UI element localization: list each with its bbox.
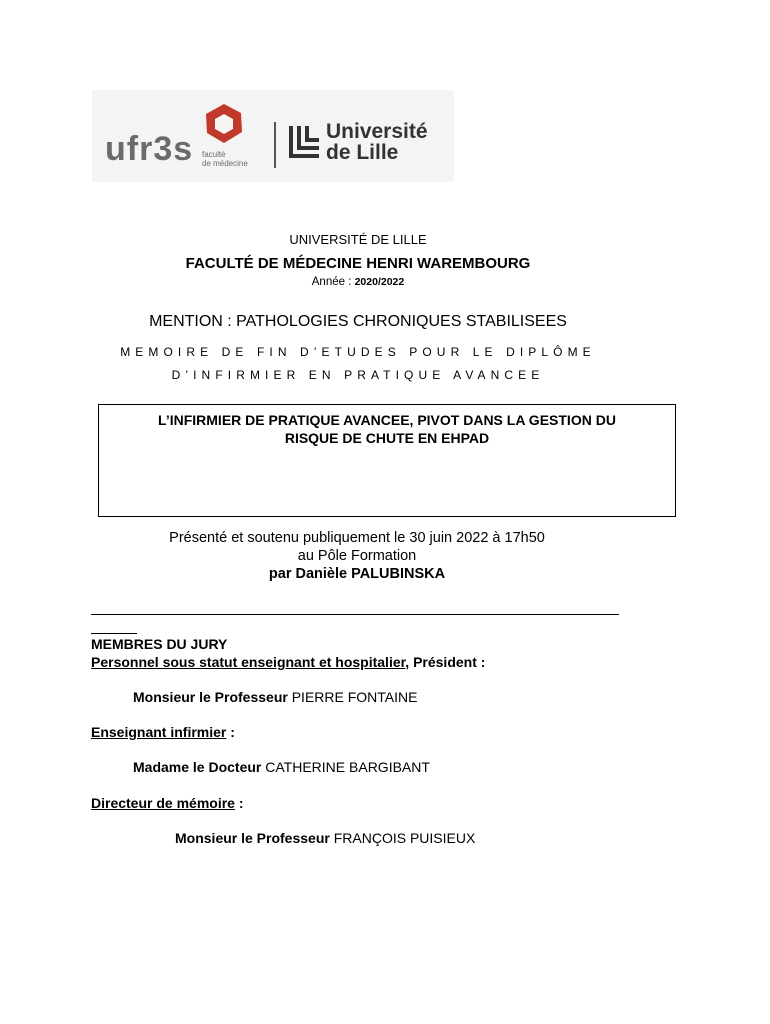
universite-lille-mark-icon — [288, 124, 322, 165]
mention-line: MENTION : PATHOLOGIES CHRONIQUES STABILISEES — [149, 313, 567, 330]
ufr3s-hexagon-logo-icon — [202, 102, 246, 151]
presentation-block — [0, 529, 742, 583]
lille-line1: Université — [326, 120, 428, 143]
lille-line2: de Lille — [326, 141, 399, 164]
jury-member-3 — [175, 830, 475, 846]
jury-role-nurse-teacher — [91, 724, 235, 740]
member2-title: Madame le Docteur — [133, 759, 262, 775]
role1-label: Personnel sous statut enseignant et hospitalier — [91, 654, 406, 670]
presentation-date: Présenté et soutenu publiquement le 30 juin 2022 à 17h50 — [169, 530, 545, 546]
thesis-title-line1: L’INFIRMIER DE PRATIQUE AVANCEE, PIVOT DANS LA GESTION DU — [158, 412, 616, 428]
year-value: 2020/2022 — [354, 276, 405, 288]
member2-name: CATHERINE BARGIBANT — [261, 759, 430, 775]
jury-heading: MEMBRES DU JURY — [91, 636, 228, 652]
academic-year — [0, 276, 743, 288]
member1-title: Monsieur le Professeur — [133, 689, 288, 705]
jury-role-director — [91, 795, 244, 811]
faculty-small-label — [202, 150, 248, 168]
jury-member-1 — [133, 689, 417, 705]
horizontal-rule — [91, 614, 619, 615]
logo-banner — [92, 90, 454, 182]
faculty-name: FACULTÉ DE MÉDECINE HENRI WAREMBOURG — [185, 255, 531, 272]
presentation-place: au Pôle Formation — [297, 548, 417, 564]
thesis-title-line2: RISQUE DE CHUTE EN EHPAD — [284, 430, 490, 446]
year-label: Année : — [311, 276, 355, 288]
university-name: UNIVERSITÉ DE LILLE — [289, 232, 427, 247]
presentation-author: par Danièle PALUBINSKA — [268, 566, 446, 582]
faculty-small-line2: de médecine — [202, 159, 248, 168]
member3-name: FRANÇOIS PUISIEUX — [329, 830, 476, 846]
thesis-title — [99, 411, 675, 447]
role2-suffix: : — [226, 724, 235, 740]
logo-separator — [274, 122, 276, 168]
memoire-line-1: MEMOIRE DE FIN D’ETUDES POUR LE DIPLÔME — [120, 345, 596, 359]
thesis-title-box — [98, 404, 676, 517]
role2-label: Enseignant infirmier — [91, 724, 227, 740]
member3-title: Monsieur le Professeur — [175, 830, 330, 846]
short-rule — [91, 633, 137, 634]
universite-lille-logo-text — [326, 121, 428, 163]
role3-label: Directeur de mémoire — [91, 795, 235, 811]
ufr3s-logo-text: ufr3s — [105, 130, 194, 168]
role1-suffix: , Président : — [405, 654, 486, 670]
member1-name: PIERRE FONTAINE — [287, 689, 418, 705]
jury-member-2 — [133, 759, 430, 775]
faculty-small-line1: faculté — [202, 150, 226, 159]
memoire-line-2: D’INFIRMIER EN PRATIQUE AVANCEE — [171, 368, 545, 382]
jury-role-president — [91, 654, 485, 670]
role3-suffix: : — [234, 795, 244, 811]
